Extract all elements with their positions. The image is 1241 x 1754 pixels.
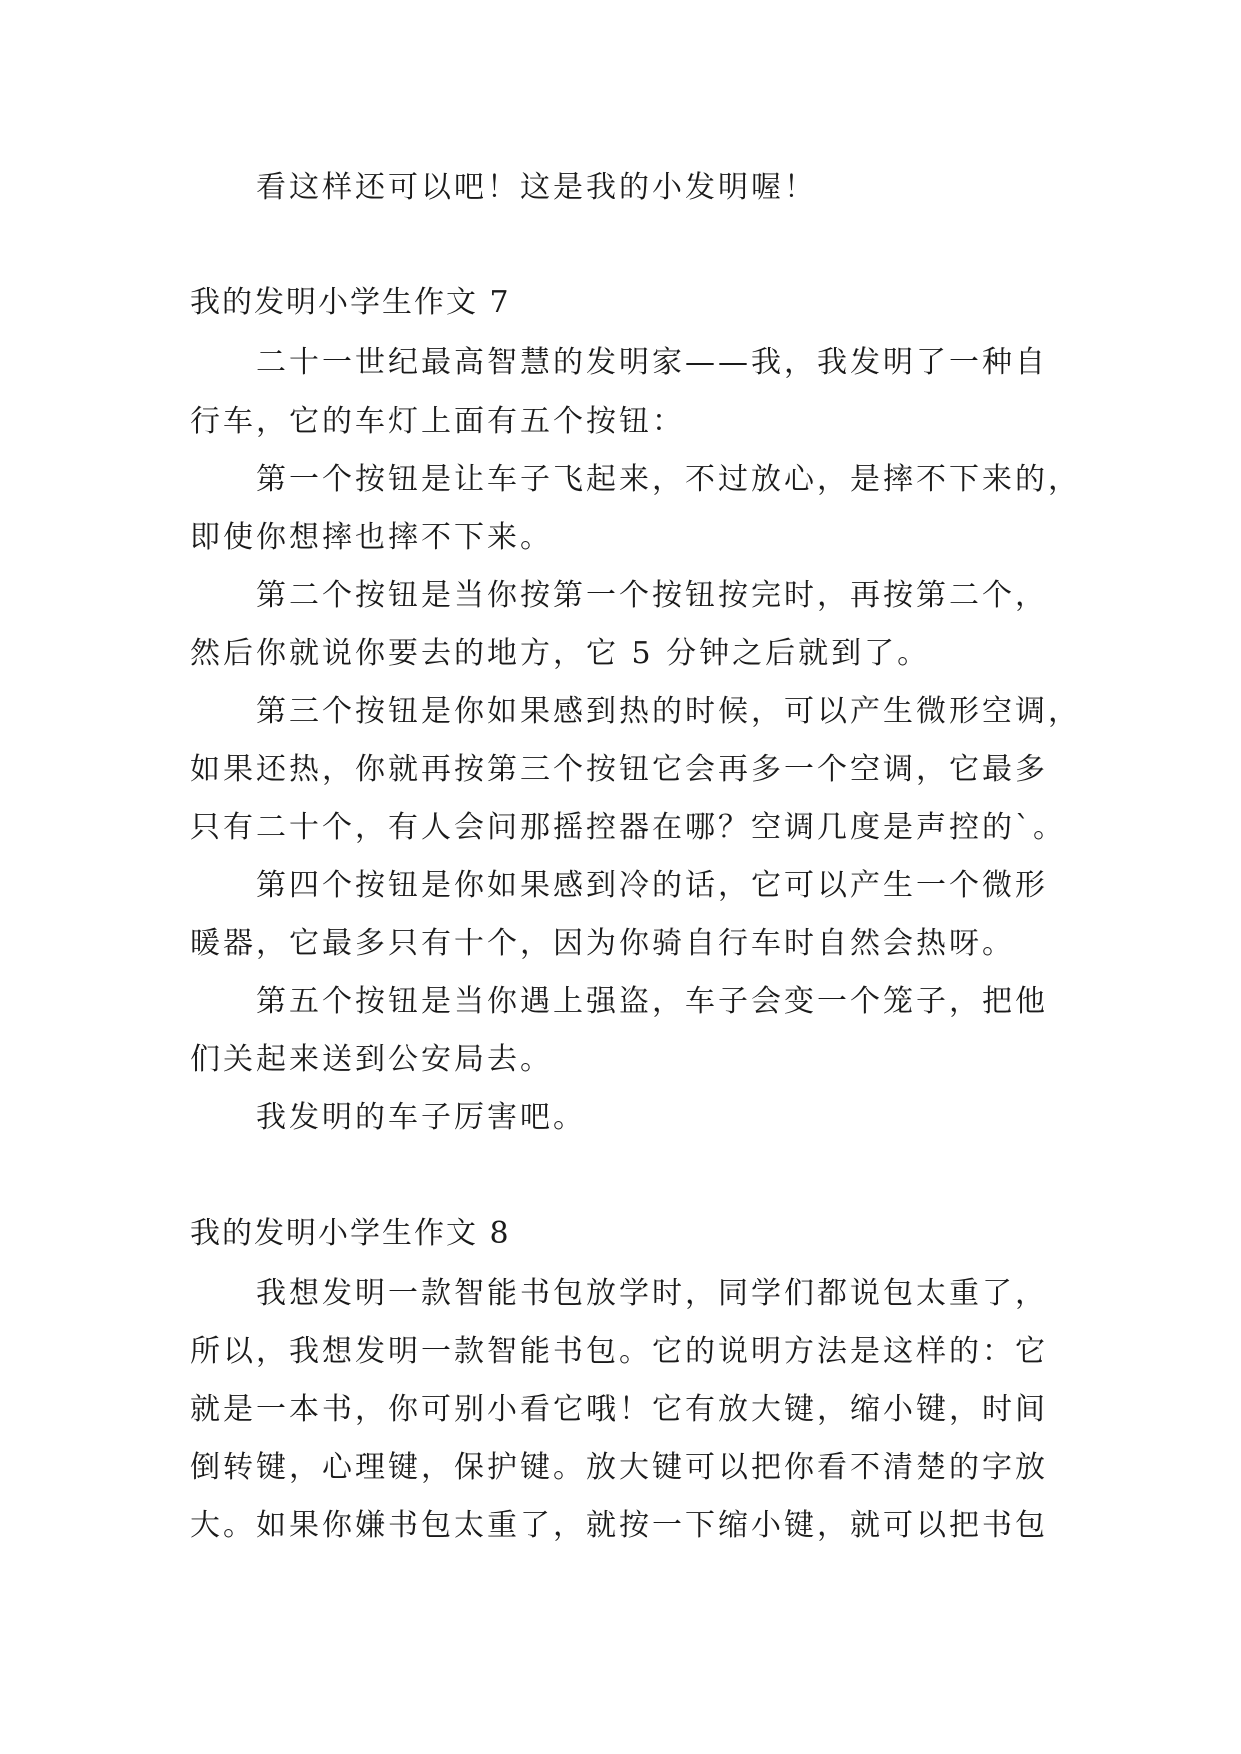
paragraph-line: 所以，我想发明一款智能书包。它的说明方法是这样的：它 [190,1334,1048,1369]
paragraph-line: 们关起来送到公安局去。 [190,1042,553,1077]
paragraph-line: 二十一世纪最高智慧的发明家——我，我发明了一种自 [256,345,1048,380]
paragraph-line: 第一个按钮是让车子飞起来，不过放心，是摔不下来的， [256,462,1081,497]
paragraph-line: 大。如果你嫌书包太重了，就按一下缩小键，就可以把书包 [190,1508,1048,1543]
paragraph-line: 就是一本书，你可别小看它哦！它有放大键，缩小键，时间 [190,1392,1048,1427]
paragraph-line: 如果还热，你就再按第三个按钮它会再多一个空调，它最多 [190,752,1048,787]
section-heading: 我的发明小学生作文 7 [190,285,511,320]
paragraph-line: 我想发明一款智能书包放学时，同学们都说包太重了， [256,1276,1048,1311]
paragraph-line: 第二个按钮是当你按第一个按钮按完时，再按第二个， [256,578,1048,613]
paragraph-line: 然后你就说你要去的地方，它 5 分钟之后就到了。 [190,636,931,671]
paragraph-line: 即使你想摔也摔不下来。 [190,520,553,555]
paragraph-line: 第五个按钮是当你遇上强盗，车子会变一个笼子，把他 [256,984,1048,1019]
section-heading: 我的发明小学生作文 8 [190,1216,511,1251]
paragraph-line: 行车，它的车灯上面有五个按钮： [190,404,685,439]
paragraph-line: 我发明的车子厉害吧。 [256,1100,586,1135]
paragraph-line: 暖器，它最多只有十个，因为你骑自行车时自然会热呀。 [190,926,1015,961]
paragraph-line: 第四个按钮是你如果感到冷的话，它可以产生一个微形 [256,868,1048,903]
paragraph-line: 倒转键，心理键，保护键。放大键可以把你看不清楚的字放 [190,1450,1048,1485]
paragraph-line: 只有二十个，有人会问那摇控器在哪？空调几度是声控的`。 [190,810,1066,845]
paragraph-line: 第三个按钮是你如果感到热的时候，可以产生微形空调， [256,694,1081,729]
paragraph-line: 看这样还可以吧！这是我的小发明喔！ [256,170,817,205]
